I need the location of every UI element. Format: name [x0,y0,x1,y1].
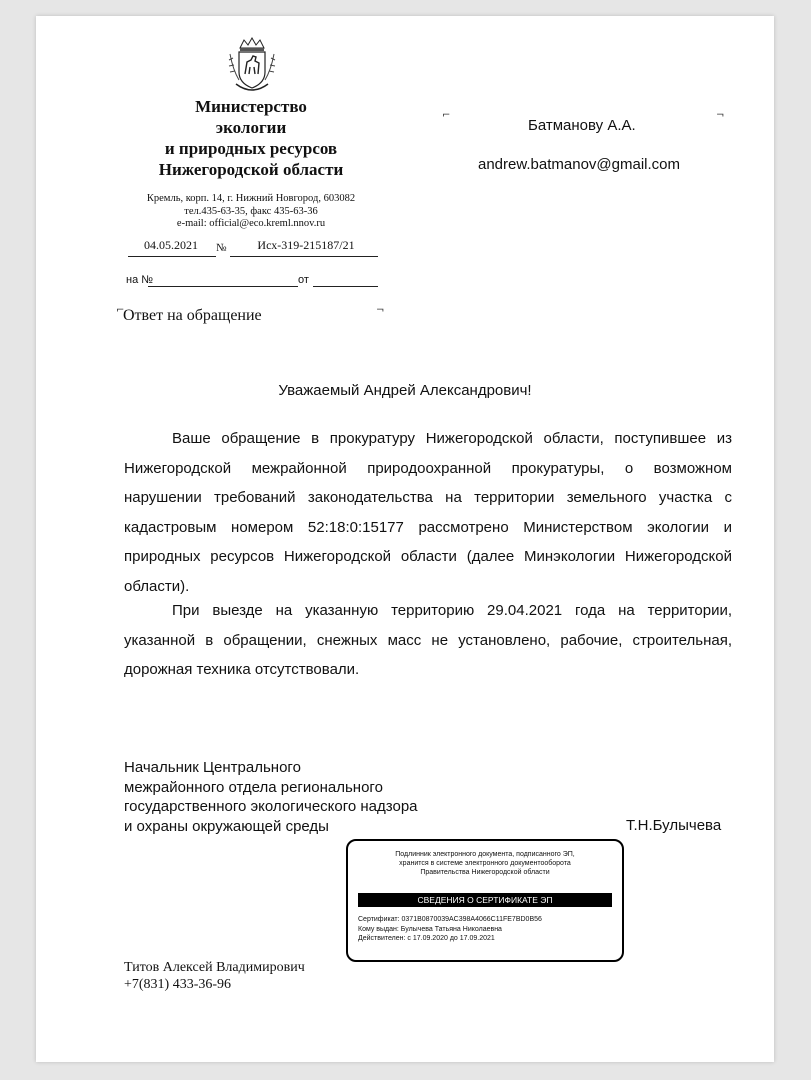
reply-to-label: на № [126,274,154,286]
executor-phone: +7(831) 433-36-96 [124,977,232,992]
signatory-title [124,758,484,836]
certificate-owner: Кому выдан: Булычева Татьяна Николаевна [358,925,502,933]
ministry-line: и природных ресурсов [164,139,338,158]
signatory-title-line: государственного экологического надзора [124,798,418,815]
ministry-address [116,193,386,231]
certificate-number: Сертификат: 0371B0870039AC398A4066C11FE7BD0B56 [358,916,542,923]
stamp-details [358,915,542,944]
executor-contact [124,959,305,993]
certificate-validity: Действителен: с 17.09.2020 до 17.09.2021 [358,935,495,942]
reply-to-underline [148,286,298,287]
letter-subject: Ответ на обращение [123,307,262,324]
corner-mark-icon: ¬ [376,305,385,316]
signatory-title-line: и охраны окружающей среды [124,817,329,835]
stamp-note-line: хранится в системе электронного документооборота [399,860,571,867]
from-underline [313,286,378,287]
signatory-title-line: межрайонного отдела регионального [124,778,383,796]
number-sign: № [216,242,227,254]
corner-mark-icon: ⌐ [116,305,125,316]
recipient-name: Батманову А.А. [528,117,636,134]
electronic-signature-stamp [346,839,624,962]
address-line: Кремль, корп. 14, г. Нижний Новгород, 603082 [146,193,356,204]
registration-number-underline [230,256,378,257]
stamp-note-line: Правительства Нижегородской области [420,869,550,876]
registration-date: 04.05.2021 [144,238,198,252]
registration-date-underline [128,256,216,257]
ministry-line: Нижегородской области [158,160,344,179]
letter-page [36,16,774,1062]
greeting: Уважаемый Андрей Александрович! [278,382,532,399]
ministry-name [116,96,386,180]
registration-number: Исх-319-215187/21 [257,238,355,252]
body-paragraph: Ваше обращение в прокуратуру Нижегородской области, поступившее из Нижегородской межрайонной природоохранной прокуратуры, о возможном нарушении требований законодательства на территории земельного участка с кадастровым номером 52:18:0:15177 рассмотрено Министерством экологии и природных ресурсов Нижегородской области (далее Минэкологии Нижегородской области). [124,430,732,595]
corner-mark-icon: ¬ [716,110,725,121]
body-paragraph: При выезде на указанную территорию 29.04.2021 года на территории, указанной в обращении, снежных масс не установлено, рабочие, строительная, дорожная техника отсутствовали. [124,602,732,679]
executor-name: Титов Алексей Владимирович [124,960,305,975]
stamp-note-line: Подлинник электронного документа, подписанного ЭП, [395,851,575,858]
stamp-note [356,850,614,877]
address-line: тел.435-63-35, факс 435-63-36 [184,205,318,217]
coat-of-arms-emblem [226,36,278,96]
corner-mark-icon: ⌐ [442,110,451,121]
signatory-title-line: Начальник Центрального [124,759,301,776]
recipient-email: andrew.batmanov@gmail.com [478,156,680,173]
signer-name: Т.Н.Булычева [626,817,722,834]
ministry-line: Министерство [195,97,307,116]
ministry-line: экологии [215,118,287,137]
from-label: от [298,274,309,286]
stamp-header: СВЕДЕНИЯ О СЕРТИФИКАТЕ ЭП [358,893,612,907]
address-line: e-mail: official@eco.kreml.nnov.ru [176,218,326,229]
